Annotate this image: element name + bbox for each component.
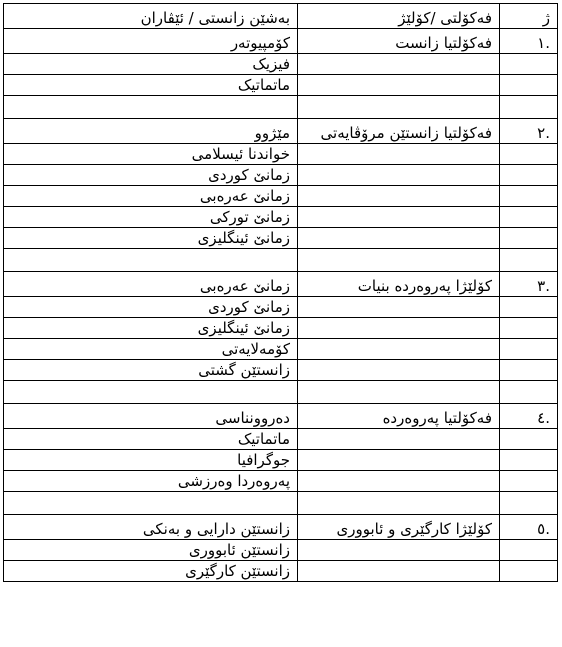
table-row <box>4 75 558 96</box>
table-row <box>4 186 558 207</box>
department-name: زمانێ ئینگلیزی <box>4 318 298 339</box>
department-name: زانستێن دارایی و بەنکی <box>4 515 298 540</box>
faculty-name: فەکۆلتیا زانستێن مرۆڤایەتی <box>298 119 500 144</box>
department-name: مێژوو <box>4 119 298 144</box>
department-name: ماتماتیک <box>4 429 298 450</box>
table-row <box>4 297 558 318</box>
spacer-row <box>4 249 558 272</box>
table-row <box>4 471 558 492</box>
spacer-row <box>4 381 558 404</box>
department-name: پەروەردا وەرزشی <box>4 471 298 492</box>
department-name: زمانێ ئینگلیزی <box>4 228 298 249</box>
department-name: زمانێ عەرەبی <box>4 186 298 207</box>
row-number: .٣ <box>500 272 558 297</box>
department-name: زانستێن گشتی <box>4 360 298 381</box>
table-row <box>4 144 558 165</box>
table-row <box>4 54 558 75</box>
department-name: زمانێ کوردی <box>4 165 298 186</box>
table-row <box>4 450 558 471</box>
table-row <box>4 404 558 429</box>
header-faculty: فەکۆلتی /کۆلێژ <box>298 4 500 29</box>
department-name: زمانێ عەرەبی <box>4 272 298 297</box>
table-row <box>4 272 558 297</box>
table-row <box>4 228 558 249</box>
faculty-name: کۆلێژا کارگێری و ئابووری <box>298 515 500 540</box>
department-name: کۆمپیوتەر <box>4 29 298 54</box>
table-row <box>4 561 558 582</box>
spacer-row <box>4 96 558 119</box>
faculty-name: فەکۆلتیا زانست <box>298 29 500 54</box>
row-number: .٤ <box>500 404 558 429</box>
faculty-name: فەکۆلتیا پەروەردە <box>298 404 500 429</box>
table-row <box>4 339 558 360</box>
department-name: زمانێ تورکی <box>4 207 298 228</box>
table-row <box>4 119 558 144</box>
department-name: زمانێ کوردی <box>4 297 298 318</box>
department-name: خواندنا ئیسلامی <box>4 144 298 165</box>
header-row <box>4 4 558 29</box>
faculty-name: کۆلێژا پەروەردە بنیات <box>298 272 500 297</box>
department-name: زانستێن ئابووری <box>4 540 298 561</box>
table-row <box>4 165 558 186</box>
department-name: دەروونناسی <box>4 404 298 429</box>
department-name: ماتماتیک <box>4 75 298 96</box>
header-department: بەشێن زانستی / ئێڤاران <box>4 4 298 29</box>
row-number: .٥ <box>500 515 558 540</box>
row-number: .١ <box>500 29 558 54</box>
spacer-row <box>4 492 558 515</box>
table-row <box>4 515 558 540</box>
row-number: .٢ <box>500 119 558 144</box>
table-row <box>4 29 558 54</box>
table-row <box>4 360 558 381</box>
department-name: کۆمەلایەتی <box>4 339 298 360</box>
table-row <box>4 429 558 450</box>
department-name: فیزیک <box>4 54 298 75</box>
header-number: ژ <box>500 4 558 29</box>
faculty-departments-table <box>3 3 558 582</box>
table-row <box>4 207 558 228</box>
department-name: جوگرافیا <box>4 450 298 471</box>
department-name: زانستێن کارگێری <box>4 561 298 582</box>
table-row <box>4 540 558 561</box>
table-row <box>4 318 558 339</box>
